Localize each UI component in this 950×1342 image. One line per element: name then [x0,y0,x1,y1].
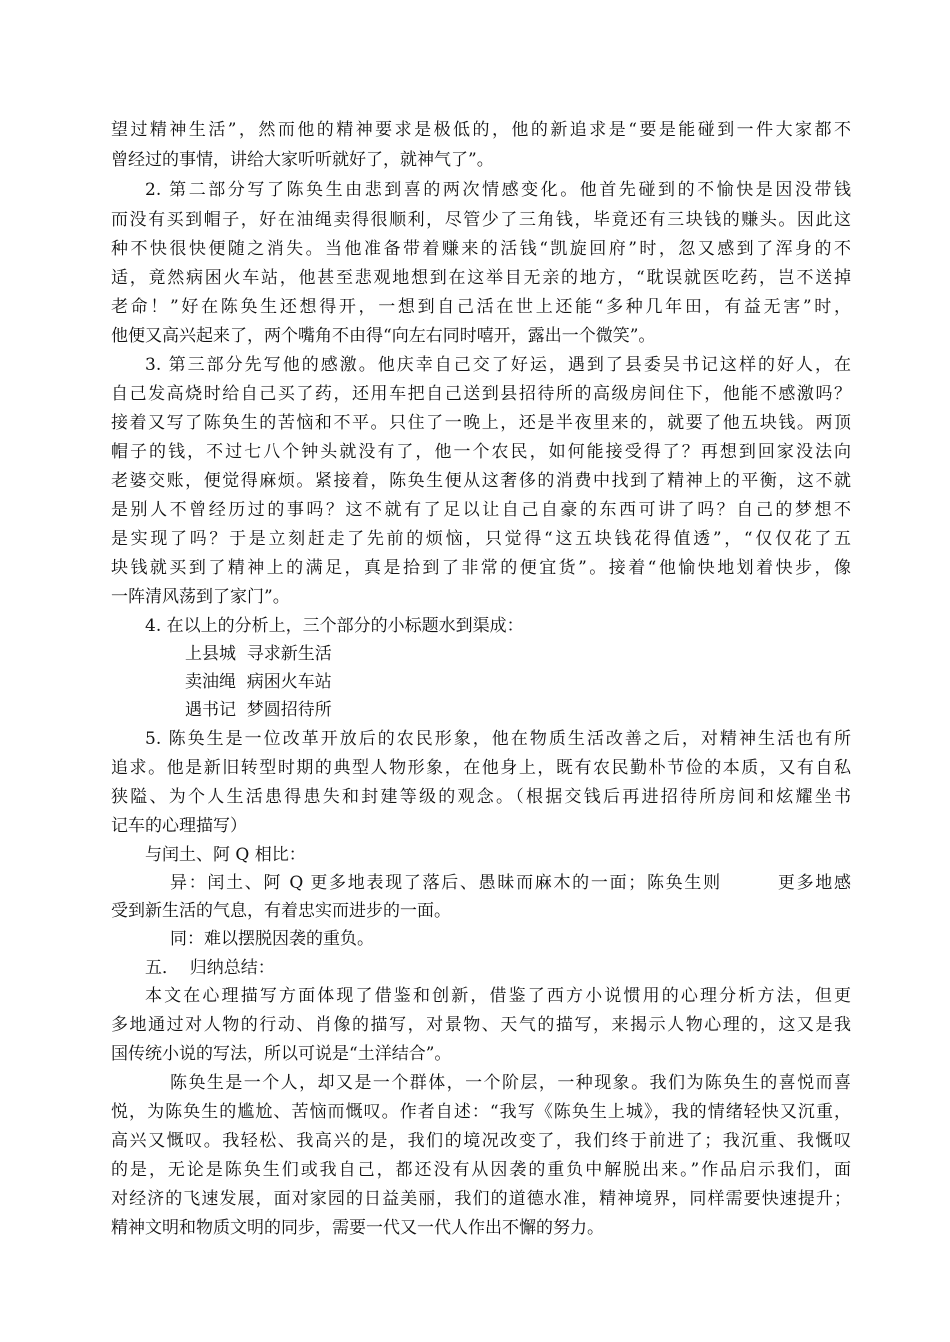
text-line: 与闰土、阿 Q 相比： [145,845,306,865]
text-line: 悦，为陈奂生的尴尬、苦恼而慨叹。作者自述：“我写《陈奂生上城》，我的情绪轻快又沉重， [111,1102,851,1122]
text-line: 多地通过对人物的行动、肖像的描写，对景物、天气的描写，来揭示人物心理的，这又是我 [111,1015,851,1035]
text-line: 受到新生活的气息，有着忠实而进步的一面。 [111,901,451,921]
text-line: 精神文明和物质文明的同步，需要一代又一代人作出不懈的努力。 [111,1218,604,1238]
text-line: 4. 在以上的分析上，三个部分的小标题水到渠成： [145,616,524,636]
text-line: 而没有买到帽子，好在油绳卖得很顺利，尽管少了三角钱，毕竟还有三块钱的赚头。因此这 [111,210,851,230]
text-line: 3. 第三部分先写他的感激。他庆幸自己交了好运，遇到了县委吴书记这样的好人，在 [145,355,851,375]
text-line: 5. 陈奂生是一位改革开放后的农民形象，他在物质生活改善之后，对精神生活也有所 [145,729,851,749]
text-line: 高兴又慨叹。我轻松、我高兴的是，我们的境况改变了，我们终于前进了；我沉重、我慨叹 [111,1131,851,1151]
text-line: 记车的心理描写） [111,816,247,836]
text-line: 帽子的钱，不过七八个钟头就没有了，他一个农民，如何能接受得了？再想到回家没法向 [111,442,851,462]
text-line: 块钱就买到了精神上的满足，真是拾到了非常的便宜货”。接着“他愉快地划着快步，像 [111,558,851,578]
text-line: 同：难以摆脱因袭的重负。 [170,929,374,949]
text-line: 异：闰土、阿 Q 更多地表现了落后、愚昧而麻木的一面；陈奂生则 更多地感 [170,873,851,893]
text-line: 自己发高烧时给自己买了药，还用车把自己送到县招待所的高级房间住下，他能不感激吗？ [111,384,851,404]
section-heading: 五． 归纳总结： [145,958,275,978]
text-line: 国传统小说的写法，所以可说是“土洋结合”。 [111,1044,452,1064]
text-line: 本文在心理描写方面体现了借鉴和创新，借鉴了西方小说惯用的心理分析方法，但更 [145,986,851,1006]
text-line: 是别人不曾经历过的事吗？这不就有了足以让自己自豪的东西可讲了吗？自己的梦想不 [111,500,851,520]
text-line: 接着又写了陈奂生的苦恼和不平。只住了一晚上，还是半夜里来的，就要了他五块钱。两顶 [111,413,851,433]
text-line: 曾经过的事情，讲给大家听听就好了，就神气了”。 [111,150,494,170]
subtitle-line: 卖油绳 病困火车站 [185,672,332,692]
text-line: 2. 第二部分写了陈奂生由悲到喜的两次情感变化。他首先碰到的不愉快是因没带钱 [145,180,851,200]
text-line: 老婆交账，便觉得麻烦。紧接着，陈奂生便从这奢侈的消费中找到了精神上的平衡，这不就 [111,471,851,491]
text-line: 种不快很快便随之消失。当他准备带着赚来的活钱“凯旋回府”时，忽又感到了浑身的不 [111,239,851,259]
text-line: 陈奂生是一个人，却又是一个群体，一个阶层，一种现象。我们为陈奂生的喜悦而喜 [170,1073,851,1093]
text-line: 狭隘、为个人生活患得患失和封建等级的观念。（根据交钱后再进招待所房间和炫耀坐书 [111,787,851,807]
text-line: 对经济的飞速发展，面对家园的日益美丽，我们的道德水准，精神境界，同样需要快速提升； [111,1189,851,1209]
text-line: 一阵清风荡到了家门”。 [111,587,290,607]
text-line: 老命！”好在陈奂生还想得开，一想到自己活在世上还能“多种几年田，有益无害”时， [111,297,851,317]
text-line: 是实现了吗？于是立刻赶走了先前的烦恼，只觉得“这五块钱花得值透”，“仅仅花了五 [111,529,851,549]
text-line: 的是，无论是陈奂生们或我自己，都还没有从因袭的重负中解脱出来。”作品启示我们，面 [111,1160,851,1180]
subtitle-line: 上县城 寻求新生活 [185,644,332,664]
text-line: 适，竟然病困火车站，他甚至悲观地想到在这举目无亲的地方，“耽误就医吃药，岂不送掉 [111,268,851,288]
subtitle-line: 遇书记 梦圆招待所 [185,700,332,720]
text-line: 他便又高兴起来了，两个嘴角不由得“向左右同时嘻开，露出一个微笑”。 [111,326,656,346]
text-line: 追求。他是新旧转型时期的典型人物形象，在他身上，既有农民勤朴节俭的本质，又有自私 [111,758,851,778]
text-line: 望过精神生活”，然而他的精神要求是极低的，他的新追求是“要是能碰到一件大家都不 [111,120,851,140]
